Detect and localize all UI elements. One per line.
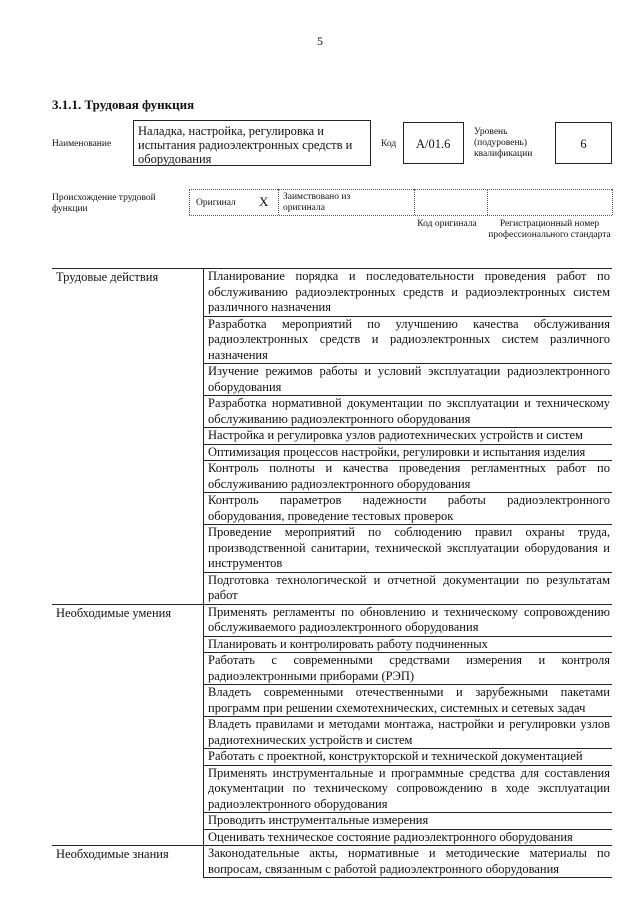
origin-divider-3 xyxy=(414,189,415,215)
code-original-caption: Код оригинала xyxy=(417,219,477,229)
requirement-item: Настройка и регулировка узлов радиотехнических устройств и систем xyxy=(204,428,613,445)
labor-function-table xyxy=(52,268,612,878)
group-label: Необходимые умения xyxy=(52,604,204,846)
requirement-item: Работать с современными средствами измерения и контроля радиоэлектронными приборами (РЭП) xyxy=(204,653,613,685)
origin-divider-1 xyxy=(189,189,190,215)
name-label: Наименование xyxy=(52,139,112,149)
requirement-item: Работать с проектной, конструкторской и технической документацией xyxy=(204,749,613,766)
level-value: 6 xyxy=(580,137,587,151)
page-number: 5 xyxy=(317,34,323,48)
level-label: Уровень (подуровень) квалификации xyxy=(474,127,533,159)
origin-divider-2 xyxy=(278,189,279,215)
requirement-item: Оптимизация процессов настройки, регулировки и испытания изделия xyxy=(204,444,613,461)
origin-divider-4 xyxy=(487,189,488,215)
reg-number-caption: Регистрационный номер профессионального стандарта xyxy=(488,219,611,240)
requirement-item: Контроль параметров надежности работы радиоэлектронного оборудования, проведение тестовых проверок xyxy=(204,493,613,525)
table-row xyxy=(52,604,612,636)
function-name: Наладка, настройка, регулировка и испытания радиоэлектронных средств и оборудования xyxy=(138,124,353,166)
borrowed-label: Заимствовано из оригинала xyxy=(283,192,351,213)
original-label: Оригинал xyxy=(196,198,236,208)
requirement-item: Разработка нормативной документации по эксплуатации и техническому обслуживанию радиоэлектронного оборудования xyxy=(204,396,613,428)
requirement-item: Подготовка технологической и отчетной документации по результатам работ xyxy=(204,572,613,604)
requirement-item: Контроль полноты и качества проведения регламентных работ по обслуживанию радиоэлектронного оборудования xyxy=(204,461,613,493)
requirement-item: Оценивать техническое состояние радиоэлектронного оборудования xyxy=(204,829,613,846)
requirement-item: Владеть современными отечественными и зарубежными пакетами программ при решении схемотехнических, системных и сетевых задач xyxy=(204,685,613,717)
code-label: Код xyxy=(381,139,397,149)
code-value: A/01.6 xyxy=(416,137,451,151)
group-label: Необходимые знания xyxy=(52,846,204,878)
requirement-item: Применять инструментальные и программные средства для составления документации по техническому сопровождению в ходе эксплуатации радиоэлектронного оборудования xyxy=(204,765,613,813)
requirement-item: Разработка мероприятий по улучшению качества обслуживания радиоэлектронных средств и радиоэлектронных систем различного назначения xyxy=(204,316,613,364)
code-box xyxy=(403,122,464,164)
original-mark: X xyxy=(259,194,269,209)
level-box xyxy=(555,122,612,164)
requirement-item: Применять регламенты по обновлению и техническому сопровождению обслуживаемого радиоэлектронного оборудования xyxy=(204,604,613,636)
requirement-item: Владеть правилами и методами монтажа, настройки и регулировки узлов радиотехнических устройств и систем xyxy=(204,717,613,749)
requirement-item: Планировать и контролировать работу подчиненных xyxy=(204,636,613,653)
requirement-item: Планирование порядка и последовательности проведения работ по обслуживанию радиоэлектронных средств и радиоэлектронных систем различного назначения xyxy=(204,269,613,317)
requirement-item: Изучение режимов работы и условий эксплуатации радиоэлектронного оборудования xyxy=(204,364,613,396)
origin-label: Происхождение трудовой функции xyxy=(52,193,156,214)
origin-bottom-line xyxy=(189,215,612,216)
requirement-item: Проводить инструментальные измерения xyxy=(204,813,613,830)
requirement-item: Проведение мероприятий по соблюдению правил охраны труда, производственной санитарии, технической эксплуатации оборудования и инструментов xyxy=(204,525,613,573)
origin-divider-5 xyxy=(612,189,613,215)
function-name-box xyxy=(133,120,371,166)
origin-row xyxy=(189,189,612,215)
table-row xyxy=(52,846,612,878)
table-row xyxy=(52,269,612,317)
group-label: Трудовые действия xyxy=(52,269,204,605)
section-title: 3.1.1. Трудовая функция xyxy=(52,97,195,112)
requirement-item: Законодательные акты, нормативные и методические материалы по вопросам, связанным с работой радиоэлектронного оборудования xyxy=(204,846,613,878)
origin-top-line xyxy=(189,189,612,190)
